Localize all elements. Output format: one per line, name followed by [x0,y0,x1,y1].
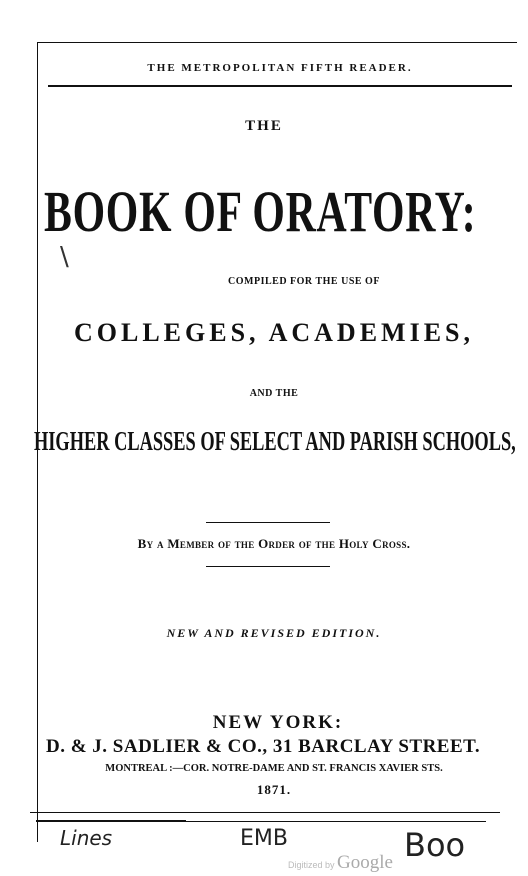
author-line: By a Member of the Order of the Holy Cross. [137,536,411,551]
book-title: BOOK OF ORATORY: [44,179,477,244]
and-the-line: AND THE [249,388,299,399]
google-logo-text: Google [337,852,393,873]
publication-city: NEW YORK: [212,712,344,733]
handwritten-mark-middle: EMB [240,826,288,851]
author-rule-bottom [206,566,330,567]
frame-top-rule [37,42,517,43]
bottom-rule-right [186,821,486,822]
digitized-prefix: Digitized by [288,860,335,870]
edition-line: NEW AND REVISED EDITION. [166,626,382,640]
stray-mark: \ [60,242,69,272]
higher-classes-line: HIGHER CLASSES OF SELECT AND PARISH SCHOOLS, [34,426,516,456]
handwritten-mark-left: Lines [60,826,113,850]
montreal-address-line: MONTREAL :—COR. NOTRE-DAME AND ST. FRANCIS XAVIER STS. [105,763,443,774]
handwritten-mark-right: Boo [404,826,466,864]
bottom-rule-short [36,820,186,822]
bottom-rule [30,812,500,813]
series-title: THE METROPOLITAN FIFTH READER. [147,62,413,74]
publisher-line: D. & J. SADLIER & CO., 31 BARCLAY STREET. [46,736,481,757]
digitized-watermark [288,852,393,874]
compiled-for-line: COMPILED FOR THE USE OF [228,276,380,287]
publication-year: 1871. [256,782,292,797]
header-rule [48,85,512,87]
the-heading: THE [245,118,283,134]
author-rule-top [206,522,330,523]
colleges-line: COLLEGES, ACADEMIES, [73,318,475,347]
